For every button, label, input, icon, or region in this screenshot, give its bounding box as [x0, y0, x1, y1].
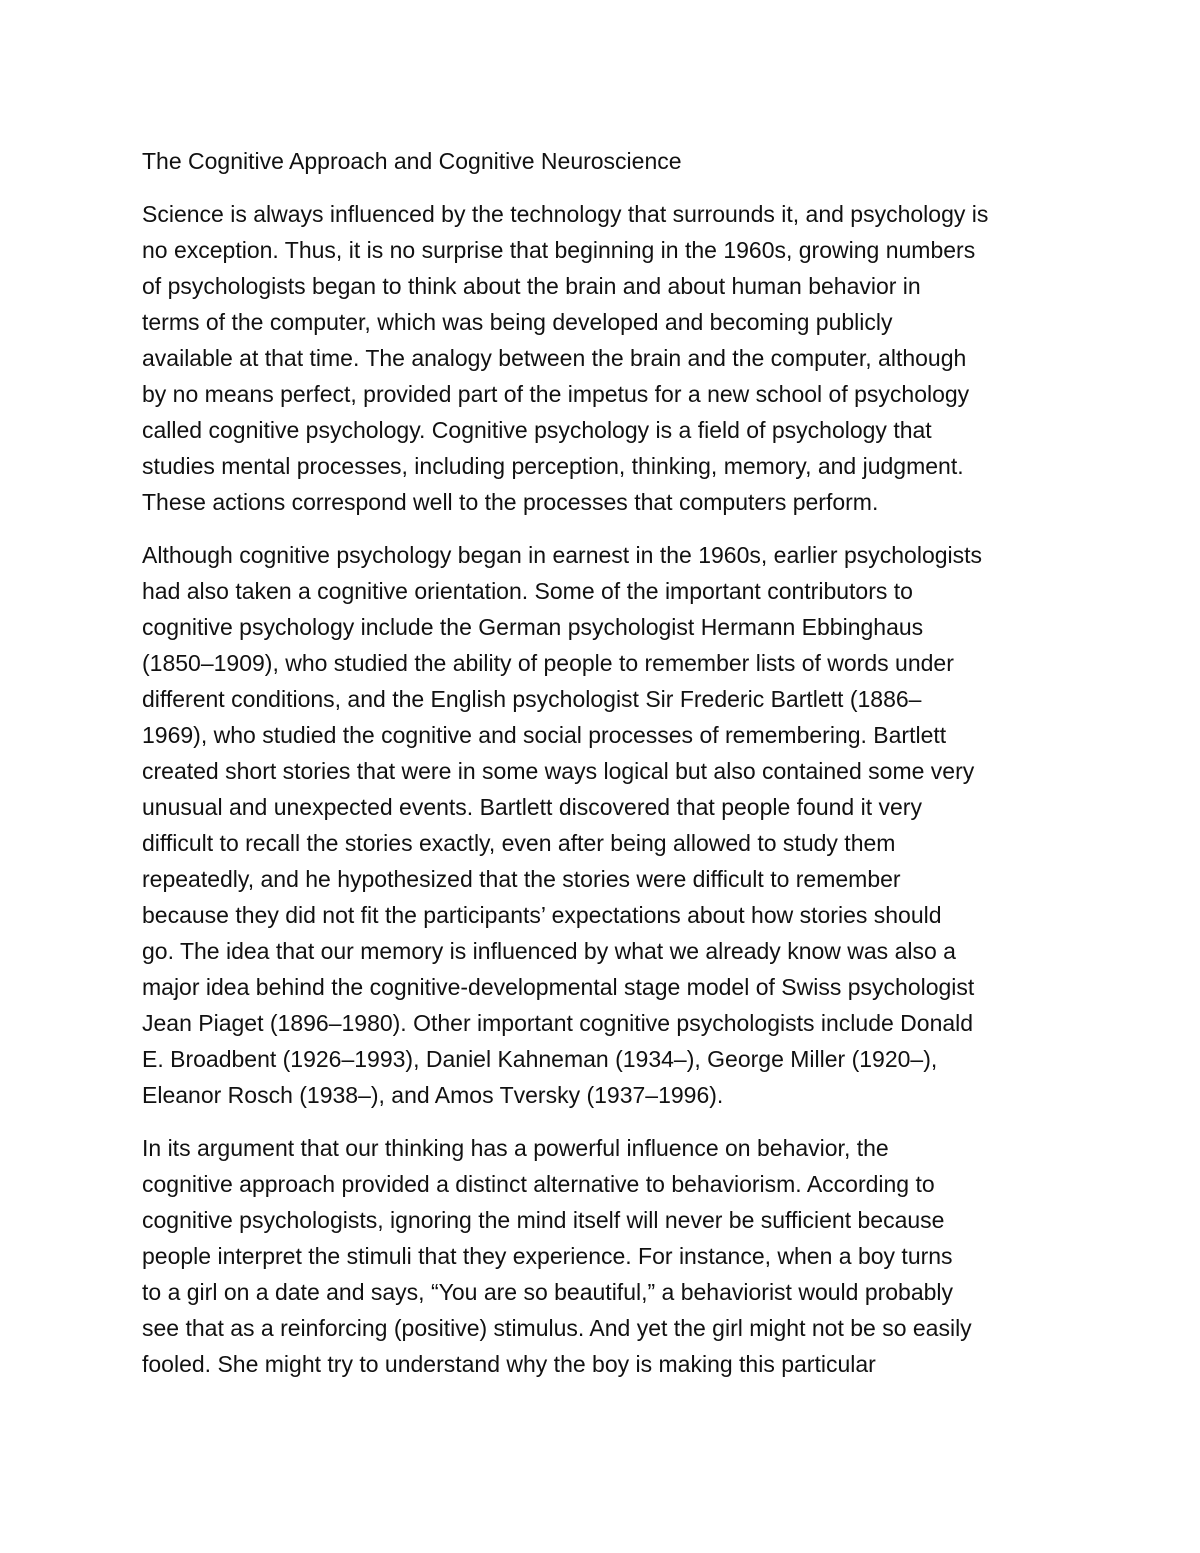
paragraph-line: cognitive approach provided a distinct alternative to behaviorism. According to [142, 1171, 935, 1197]
paragraph-line: repeatedly, and he hypothesized that the stories were difficult to remember [142, 866, 901, 892]
paragraph-line: These actions correspond well to the processes that computers perform. [142, 489, 879, 515]
paragraph [142, 1130, 1060, 1382]
paragraph-line: cognitive psychology include the German psychologist Hermann Ebbinghaus [142, 614, 924, 640]
paragraph [142, 537, 1060, 1113]
paragraph-line: see that as a reinforcing (positive) stimulus. And yet the girl might not be so easily [142, 1315, 972, 1341]
paragraph-line: fooled. She might try to understand why the boy is making this particular [142, 1351, 876, 1377]
paragraph-line: of psychologists began to think about the brain and about human behavior in [142, 273, 921, 299]
paragraph-line: 1969), who studied the cognitive and social processes of remembering. Bartlett [142, 722, 947, 748]
paragraph-line: no exception. Thus, it is no surprise that beginning in the 1960s, growing numbers [142, 237, 976, 263]
paragraph-line: to a girl on a date and says, “You are so beautiful,” a behaviorist would probably [142, 1279, 954, 1305]
paragraph-line: called cognitive psychology. Cognitive psychology is a field of psychology that [142, 417, 932, 443]
paragraph-line: people interpret the stimuli that they experience. For instance, when a boy turns [142, 1243, 953, 1269]
paragraph-line: available at that time. The analogy between the brain and the computer, although [142, 345, 967, 371]
paragraph-line: because they did not fit the participants’ expectations about how stories should [142, 902, 942, 928]
paragraph-line: unusual and unexpected events. Bartlett discovered that people found it very [142, 794, 922, 820]
paragraph-line: different conditions, and the English psychologist Sir Frederic Bartlett (1886– [142, 686, 922, 712]
paragraph-line: by no means perfect, provided part of the impetus for a new school of psychology [142, 381, 970, 407]
paragraph-line: difficult to recall the stories exactly, even after being allowed to study them [142, 830, 896, 856]
document-title: The Cognitive Approach and Cognitive Neuroscience [142, 148, 682, 174]
paragraph-line: In its argument that our thinking has a powerful influence on behavior, the [142, 1135, 889, 1161]
paragraph-line: terms of the computer, which was being developed and becoming publicly [142, 309, 893, 335]
paragraph-line: studies mental processes, including perception, thinking, memory, and judgment. [142, 453, 964, 479]
paragraph-line: E. Broadbent (1926–1993), Daniel Kahneman (1934–), George Miller (1920–), [142, 1046, 938, 1072]
document-body [142, 143, 1060, 1399]
paragraph-line: Eleanor Rosch (1938–), and Amos Tversky (1937–1996). [142, 1082, 724, 1108]
paragraph-line: cognitive psychologists, ignoring the mind itself will never be sufficient because [142, 1207, 945, 1233]
paragraph-line: had also taken a cognitive orientation. Some of the important contributors to [142, 578, 913, 604]
paragraph-line: major idea behind the cognitive-developmental stage model of Swiss psychologist [142, 974, 975, 1000]
paragraph-line: Although cognitive psychology began in earnest in the 1960s, earlier psychologists [142, 542, 983, 568]
paragraph-line: Science is always influenced by the technology that surrounds it, and psychology is [142, 201, 989, 227]
paragraph-line: go. The idea that our memory is influenced by what we already know was also a [142, 938, 956, 964]
paragraph [142, 196, 1060, 520]
paragraph-line: (1850–1909), who studied the ability of people to remember lists of words under [142, 650, 954, 676]
paragraph-list [142, 196, 1060, 1382]
paragraph-line: created short stories that were in some ways logical but also contained some very [142, 758, 975, 784]
paragraph-line: Jean Piaget (1896–1980). Other important cognitive psychologists include Donald [142, 1010, 974, 1036]
